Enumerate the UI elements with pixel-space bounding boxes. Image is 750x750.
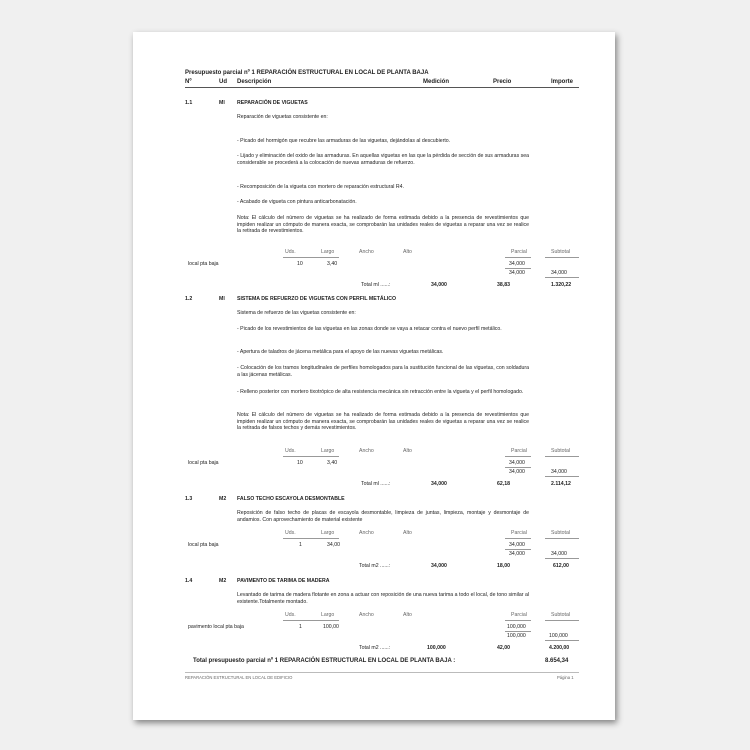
meas-rule: [283, 620, 339, 621]
meas-sum-subtotal: 100,000: [549, 633, 568, 639]
item-unit: Ml: [219, 296, 225, 302]
footer-page-number: Página 1: [557, 675, 574, 680]
item-paragraph: Reparación de viguetas consistente en:: [237, 114, 328, 120]
grand-total-label: Total presupuesto parcial nº 1 REPARACIÓN ESTRUCTURAL EN LOCAL DE PLANTA BAJA :: [193, 658, 456, 664]
meas-line-uds: 10: [297, 261, 303, 267]
meas-line-largo: 3,40: [327, 261, 338, 267]
meas-header-ancho: Ancho: [359, 448, 374, 454]
footer-left: REPARACIÓN ESTRUCTURAL EN LOCAL DE EDIFICIO: [185, 675, 293, 680]
meas-line-parcial: 34,000: [509, 460, 525, 466]
meas-header-largo: Largo: [321, 249, 335, 255]
item-paragraph: Levantado de tarima de madera flotante en zona a actuar con reposición de una nueva tarima a todo el local, de tono similar al existente.Totalmente montado.: [237, 592, 529, 605]
meas-header-alto: Alto: [403, 448, 412, 454]
item-total-medicion: 34,000: [431, 282, 447, 288]
meas-rule: [545, 456, 579, 457]
item-total-importe: 4.200,00: [549, 645, 570, 651]
meas-header-parcial: Parcial: [511, 530, 527, 536]
meas-header-largo: Largo: [321, 530, 335, 536]
meas-header-parcial: Parcial: [511, 249, 527, 255]
item-total-precio: 38,83: [497, 282, 510, 288]
meas-sum-parcial: 34,000: [509, 270, 525, 276]
meas-header-uds: Uds.: [285, 612, 296, 618]
meas-rule: [283, 257, 339, 258]
item-total-precio: 42,00: [497, 645, 510, 651]
meas-header-alto: Alto: [403, 249, 412, 255]
meas-line-label: local pta baja: [188, 261, 219, 267]
item-title: SISTEMA DE REFUERZO DE VIGUETAS CON PERFIL METÁLICO: [237, 296, 396, 302]
item-number: 1.1: [185, 100, 193, 106]
col-header-importe: Importe: [551, 79, 574, 85]
meas-rule: [283, 538, 339, 539]
footer-rule: [185, 672, 579, 673]
col-header-descripcion: Descripción: [237, 79, 272, 85]
item-total-importe: 1.320,22: [551, 282, 572, 288]
item-paragraph: Sistema de refuerzo de las viguetas consistente en:: [237, 310, 356, 316]
meas-header-uds: Uds.: [285, 249, 296, 255]
meas-header-subtotal: Subtotal: [551, 530, 571, 536]
item-title: PAVIMENTO DE TARIMA DE MADERA: [237, 578, 330, 584]
item-total-medicion: 34,000: [431, 563, 447, 569]
meas-header-alto: Alto: [403, 612, 412, 618]
meas-line-label: local pta baja: [188, 460, 219, 466]
meas-rule: [505, 549, 531, 550]
header-rule: [185, 87, 579, 88]
item-total-importe: 2.114,12: [551, 481, 571, 487]
meas-rule: [545, 277, 579, 278]
meas-header-parcial: Parcial: [511, 448, 527, 454]
meas-line-parcial: 34,000: [509, 261, 525, 267]
meas-rule: [505, 467, 531, 468]
meas-rule: [545, 640, 579, 641]
meas-header-uds: Uds.: [285, 448, 296, 454]
meas-line-largo: 3,40: [327, 460, 338, 466]
meas-header-subtotal: Subtotal: [551, 448, 571, 454]
meas-sum-subtotal: 34,000: [551, 551, 567, 557]
meas-rule: [545, 257, 579, 258]
item-unit: M2: [219, 578, 227, 584]
item-total-medicion: 100,000: [427, 645, 446, 651]
item-total-medicion: 34,000: [431, 481, 447, 487]
item-paragraph: - Colocación de los tramos longitudinales de perfiles homologados para la sustitución funcional de las viguetas, con soldadura a las jácenas metálicas.: [237, 365, 529, 378]
meas-rule: [545, 620, 579, 621]
meas-rule: [505, 268, 531, 269]
meas-line-label: pavimento local pta baja: [188, 624, 244, 630]
meas-rule: [505, 456, 531, 457]
meas-header-largo: Largo: [321, 448, 335, 454]
meas-rule: [505, 538, 531, 539]
meas-header-ancho: Ancho: [359, 530, 374, 536]
item-total-precio: 18,00: [497, 563, 510, 569]
meas-line-parcial: 34,000: [509, 542, 525, 548]
grand-total-value: 8.654,34: [545, 658, 569, 664]
meas-line-largo: 34,00: [327, 542, 340, 548]
item-total-label: Total m2 ......:: [359, 563, 391, 569]
meas-header-parcial: Parcial: [511, 612, 527, 618]
meas-header-subtotal: Subtotal: [551, 249, 571, 255]
item-total-precio: 62,18: [497, 481, 510, 487]
meas-line-uds: 10: [297, 460, 303, 466]
item-number: 1.3: [185, 496, 193, 502]
meas-sum-parcial: 100,000: [507, 633, 526, 639]
meas-rule: [545, 476, 579, 477]
item-total-label: Total ml ......:: [361, 481, 391, 487]
meas-header-largo: Largo: [321, 612, 335, 618]
meas-rule: [505, 257, 531, 258]
meas-rule: [505, 620, 531, 621]
item-unit: Ml: [219, 100, 225, 106]
col-header-ud: Ud: [219, 79, 227, 85]
document-page: [133, 32, 615, 720]
item-paragraph: - Acabado de vigueta con pintura anticarbonatación.: [237, 199, 357, 205]
meas-rule: [545, 558, 579, 559]
item-paragraph: - Picado de los revestimientos de las viguetas en las zonas donde se vaya a retacar contra el nuevo perfil metálico.: [237, 326, 502, 332]
col-header-precio: Precio: [493, 79, 512, 85]
col-header-medicion: Medición: [423, 79, 450, 85]
meas-header-alto: Alto: [403, 530, 412, 536]
meas-rule: [545, 538, 579, 539]
item-paragraph: - Relleno posterior con mortero tixotrópico de alta resistencia mecánica sin retracción entre la vigueta y el perfil homologado.: [237, 389, 524, 395]
item-title: FALSO TECHO ESCAYOLA DESMONTABLE: [237, 496, 345, 502]
item-total-label: Total ml ......:: [361, 282, 391, 288]
meas-line-largo: 100,00: [323, 624, 339, 630]
item-total-importe: 612,00: [553, 563, 569, 569]
meas-sum-parcial: 34,000: [509, 469, 525, 475]
meas-header-uds: Uds.: [285, 530, 296, 536]
col-header-n: Nº: [185, 79, 192, 85]
meas-line-label: local pta baja: [188, 542, 219, 548]
meas-rule: [283, 456, 339, 457]
item-paragraph: Reposición de falso techo de placas de escayola desmontable, limpieza de juntas, limpieza, montaje y desmontaje de andamios. Con aprovechamiento de material existente: [237, 510, 529, 523]
item-paragraph: - Picado del hormigón que recubre las armaduras de las viguetas, dejándolas al descubierto.: [237, 138, 451, 144]
meas-sum-subtotal: 34,000: [551, 469, 567, 475]
item-unit: M2: [219, 496, 227, 502]
item-paragraph: - Recomposición de la vigueta con mortero de reparación estructural R4.: [237, 184, 404, 190]
item-title: REPARACIÓN DE VIGUETAS: [237, 100, 308, 106]
item-paragraph: Nota: El cálculo del número de viguetas se ha realizado de forma estimada debido a la presencia de revestimientos que impiden realizar un cómputo de manera exacta, se comprobarán las unidades reales de viguetas a reparar una vez se realice la retirada de falsos techos y demás revestimientos.: [237, 412, 529, 432]
item-paragraph: - Lijado y eliminación del oxido de las armaduras. En aquellas viguetas en las que la pérdida de sección de sus armaduras sea considerable se procederá a la colocación de nuevas armaduras de refuerzo.: [237, 153, 529, 166]
meas-sum-parcial: 34,000: [509, 551, 525, 557]
item-paragraph: - Apertura de taladros de jácena metálica para el apoyo de las nuevas viguetas metálicas.: [237, 349, 444, 355]
item-number: 1.2: [185, 296, 193, 302]
meas-line-parcial: 100,000: [507, 624, 526, 630]
meas-sum-subtotal: 34,000: [551, 270, 567, 276]
item-paragraph: Nota: El cálculo del número de viguetas se ha realizado de forma estimada debido a la presencia de revestimientos que impiden realizar un cómputo de manera exacta, se comprobarán las unidades reales de viguetas a reparar una vez se realice la retirada de revestimientos.: [237, 215, 529, 235]
meas-header-ancho: Ancho: [359, 612, 374, 618]
item-total-label: Total m2 ......:: [359, 645, 391, 651]
meas-header-subtotal: Subtotal: [551, 612, 571, 618]
meas-line-uds: 1: [299, 542, 302, 548]
meas-line-uds: 1: [299, 624, 302, 630]
meas-header-ancho: Ancho: [359, 249, 374, 255]
page-title: Presupuesto parcial nº 1 REPARACIÓN ESTRUCTURAL EN LOCAL DE PLANTA BAJA: [185, 70, 429, 76]
item-number: 1.4: [185, 578, 193, 584]
meas-rule: [505, 631, 531, 632]
